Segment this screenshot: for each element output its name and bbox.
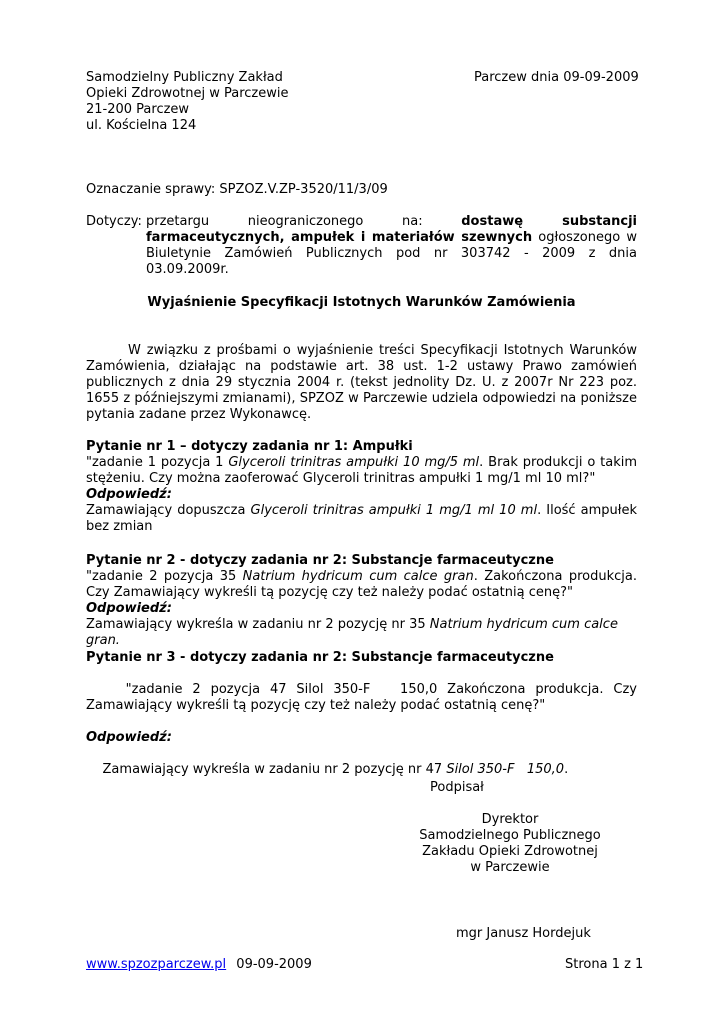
signature-role	[405, 812, 615, 876]
subject-text-part: przetargu nieograniczonego na:	[146, 214, 462, 229]
subject-label: Dotyczy:	[86, 214, 142, 229]
question-text-italic: Glyceroli trinitras ampułki 10 mg/5 ml	[228, 455, 480, 470]
intro-text: W związku z prośbami o wyjaśnienie treści Specyfikacji Istotnych Warunków Zamówienia, działając na podstawie art. 38 ust. 1-2 ustawy Prawo zamówień publicznych z dnia 29 stycznia 2004 r. (tekst jednolity Dz. U. z 2007r Nr 223 poz. 1655 z późniejszymi zmianami), SPZOZ w Parczewie udziela odpowiedzi na poniższe pytania zadane przez Wykonawcę.	[86, 343, 637, 422]
question-text-part: . Zakończona produkcja. Czy Zamawiający wykreśli tą pozycję czy też należy podać ostatnią cenę?"	[86, 569, 637, 600]
answer-text-italic: Glyceroli trinitras ampułki 1 mg/1 ml 10 ml	[250, 503, 538, 518]
answer-3-text	[86, 746, 637, 794]
subject-text	[146, 214, 637, 278]
answer-text-italic: Silol 350-F 150,0	[446, 762, 565, 777]
sender-line: 21-200 Parczew	[86, 102, 190, 117]
question-text-part: "zadanie 2 pozycja 35	[86, 569, 243, 584]
document-title	[86, 295, 637, 311]
answer-label	[86, 730, 637, 746]
website-link[interactable]: www.spzozparczew.pl	[86, 957, 227, 972]
signature-role-line: w Parczewie	[470, 860, 550, 875]
sender-line: Samodzielny Publiczny Zakład	[86, 70, 283, 85]
footer-date: 09-09-2009	[236, 957, 312, 972]
document-title-text: Wyjaśnienie Specyfikacji Istotnych Warunków Zamówienia	[147, 295, 576, 310]
question-2-text	[86, 569, 637, 601]
place-date: Parczew dnia 09-09-2009	[474, 70, 639, 85]
question-2-heading: Pytanie nr 2 - dotyczy zadania nr 2: Substancje farmaceutyczne	[86, 553, 554, 568]
intro-paragraph	[86, 343, 637, 423]
page-number: Strona 1 z 1	[565, 957, 644, 972]
question-text-italic: Natrium hydricum cum calce gran	[242, 569, 474, 584]
question-3	[86, 650, 642, 794]
question-2	[86, 553, 637, 649]
question-3-heading: Pytanie nr 3 - dotyczy zadania nr 2: Substancje farmaceutyczne	[86, 650, 554, 665]
answer-label-text: Odpowiedź:	[86, 601, 172, 616]
answer-text-part: . Ilość ampułek bez zmian	[86, 503, 637, 534]
answer-1-text	[86, 503, 637, 535]
case-reference: Oznaczanie sprawy: SPZOZ.V.ZP-3520/11/3/09	[86, 182, 388, 197]
question-1-text	[86, 455, 637, 487]
signature-role-line: Dyrektor	[481, 812, 539, 827]
answer-text-part: Zamawiający wykreśla w zadaniu nr 2 pozycję nr 47	[102, 762, 447, 777]
sender-line: Opieki Zdrowotnej w Parczewie	[86, 86, 289, 101]
question-text-part: "zadanie 2 pozycja 47 Silol 350-F 150,0 Zakończona produkcja. Czy Zamawiający wykreśli tą pozycję czy też należy podać ostatnią cenę?"	[86, 682, 642, 713]
signature-role-line: Samodzielnego Publicznego	[419, 828, 601, 843]
answer-label-text: Odpowiedź:	[86, 487, 172, 502]
signed-label: Podpisał	[430, 780, 484, 795]
answer-text-italic: Natrium hydricum cum calce gran.	[86, 617, 618, 648]
question-text-part: . Brak produkcji o takim stężeniu. Czy można zaoferować Glyceroli trinitras ampułki 1 mg/1 ml 10 ml?"	[86, 455, 638, 486]
question-3-text	[86, 666, 642, 730]
signature-role-line: Zakładu Opieki Zdrowotnej	[422, 844, 598, 859]
answer-label-text: Odpowiedź:	[86, 730, 172, 745]
answer-label	[86, 487, 637, 503]
sender-line: ul. Kościelna 124	[86, 118, 197, 133]
sender-address	[86, 70, 346, 134]
answer-label	[86, 601, 637, 617]
subject-text-part: ogłoszonego w Biuletynie Zamówień Publicznych pod nr 303742 - 2009 z dnia 03.09.2009r.	[146, 230, 637, 277]
footer-left	[86, 957, 312, 973]
question-1	[86, 439, 637, 535]
signatory-name: mgr Janusz Hordejuk	[456, 926, 591, 941]
question-text-part: "zadanie 1 pozycja 1	[86, 455, 229, 470]
answer-text-part: Zamawiający wykreśla w zadaniu nr 2 pozycję nr 35	[86, 617, 430, 632]
answer-text-part: Zamawiający dopuszcza	[86, 503, 251, 518]
subject-bold: dostawę substancji farmaceutycznych, ampułek i materiałów szewnych	[146, 214, 637, 245]
answer-2-text	[86, 617, 637, 649]
question-1-heading: Pytanie nr 1 – dotyczy zadania nr 1: Ampułki	[86, 439, 413, 454]
answer-text-part: .	[564, 762, 569, 777]
